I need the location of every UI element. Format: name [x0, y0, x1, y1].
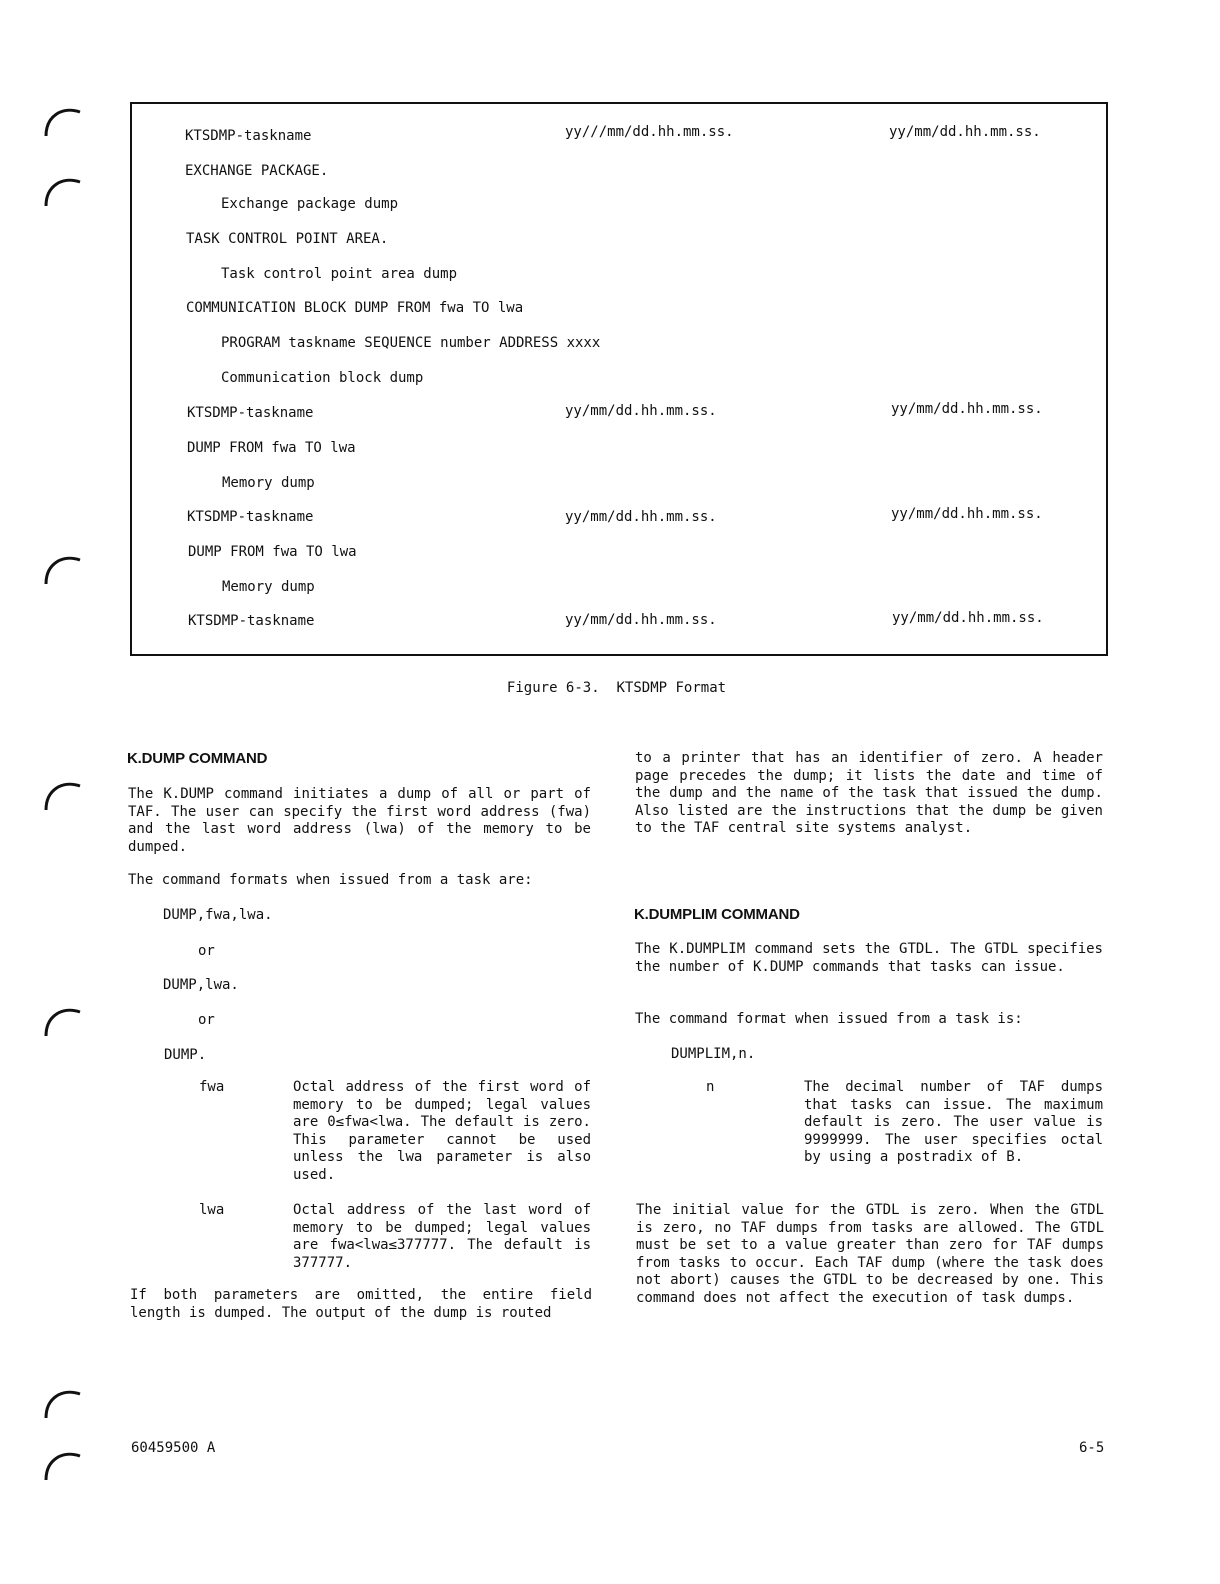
figure-line: COMMUNICATION BLOCK DUMP FROM fwa TO lwa — [186, 300, 524, 316]
param-fwa-name: fwa — [199, 1079, 225, 1095]
figure-line: KTSDMP-taskname — [188, 613, 315, 629]
figure-timestamp: yy/mm/dd.hh.mm.ss. — [892, 610, 1044, 626]
figure-timestamp: yy/mm/dd.hh.mm.ss. — [891, 401, 1043, 417]
formats-lead: The command formats when issued from a task are: — [128, 872, 533, 888]
figure-line: KTSDMP-taskname — [187, 509, 314, 525]
figure-timestamp: yy///mm/dd.hh.mm.ss. — [565, 124, 734, 140]
k-dumplim-closing — [636, 1202, 1104, 1307]
figure-line: EXCHANGE PACKAGE. — [185, 163, 329, 179]
figure-timestamp: yy/mm/dd.hh.mm.ss. — [565, 509, 717, 525]
k-dump-continuation — [635, 750, 1103, 838]
figure-line: Memory dump — [222, 579, 315, 595]
paragraph: The K.DUMPLIM command sets the GTDL. The GTDL specifies the number of K.DUMP commands that tasks can issue. — [635, 941, 1103, 975]
figure-line: KTSDMP-taskname — [187, 405, 314, 421]
document-number: 60459500 A — [131, 1440, 216, 1456]
or-text: or — [198, 1012, 215, 1028]
binder-hole-mark — [42, 1000, 82, 1040]
paragraph: If both parameters are omitted, the entire field length is dumped. The output of the dump is routed — [130, 1287, 592, 1321]
param-n-description: The decimal number of TAF dumps that tasks can issue. The maximum default is zero. The user value is 9999999. The user specifies octal by using a postradix of B. — [804, 1079, 1103, 1165]
binder-hole-mark — [42, 1444, 82, 1484]
paragraph: The K.DUMP command initiates a dump of all or part of TAF. The user can specify the first word address (fwa) and the last word address (lwa) of the memory to be dumped. — [128, 786, 591, 855]
figure-line: Memory dump — [222, 475, 315, 491]
figure-line: DUMP FROM fwa TO lwa — [187, 440, 356, 456]
figure-line: TASK CONTROL POINT AREA. — [186, 231, 389, 247]
k-dumplim-heading: K.DUMPLIM COMMAND — [634, 906, 800, 923]
figure-line: DUMP FROM fwa TO lwa — [188, 544, 357, 560]
k-dumplim-intro — [635, 941, 1103, 976]
command-format: DUMPLIM,n. — [671, 1046, 756, 1062]
k-dump-closing — [130, 1287, 592, 1322]
figure-line: PROGRAM taskname SEQUENCE number ADDRESS xxxx — [221, 335, 601, 351]
figure-timestamp: yy/mm/dd.hh.mm.ss. — [565, 612, 717, 628]
page-number: 6-5 — [1079, 1440, 1105, 1456]
figure-ktsdmp-format — [130, 102, 1108, 656]
param-n-name: n — [706, 1079, 715, 1095]
k-dump-heading: K.DUMP COMMAND — [127, 750, 268, 767]
paragraph: to a printer that has an identifier of zero. A header page precedes the dump; it lists the date and time of the dump and the name of the task that issued the dump. Also listed are the instructions that the dump be given to the TAF central site systems analyst. — [635, 750, 1103, 836]
figure-line: Exchange package dump — [221, 196, 399, 212]
binder-hole-mark — [42, 100, 82, 140]
figure-timestamp: yy/mm/dd.hh.mm.ss. — [565, 403, 717, 419]
or-text: or — [198, 943, 215, 959]
param-fwa-description: Octal address of the first word of memory to be dumped; legal values are 0≤fwa<lwa. The default is zero. This parameter cannot be used unless the lwa parameter is also used. — [293, 1079, 591, 1183]
command-format: DUMP,lwa. — [163, 977, 239, 993]
binder-hole-mark — [42, 1382, 82, 1422]
figure-line: Task control point area dump — [221, 266, 458, 282]
param-lwa-description: Octal address of the last word of memory to be dumped; legal values are fwa<lwa≤377777. The default is 377777. — [293, 1202, 591, 1271]
param-lwa-name: lwa — [199, 1202, 225, 1218]
format-lead: The command format when issued from a task is: — [635, 1011, 1023, 1027]
binder-hole-mark — [42, 548, 82, 588]
figure-line: KTSDMP-taskname — [185, 128, 312, 144]
command-format: DUMP. — [164, 1047, 207, 1063]
k-dump-intro — [128, 786, 591, 856]
figure-caption: Figure 6-3. KTSDMP Format — [506, 680, 727, 696]
figure-line: Communication block dump — [221, 370, 424, 386]
binder-hole-mark — [42, 170, 82, 210]
paragraph: The initial value for the GTDL is zero. When the GTDL is zero, no TAF dumps from tasks are allowed. The GTDL must be set to a value greater than zero for TAF dumps from tasks to occur. Each TAF dump (where the task does not abort) causes the GTDL to be decreased by one. This command does not affect the execution of task dumps. — [636, 1202, 1104, 1306]
figure-timestamp: yy/mm/dd.hh.mm.ss. — [891, 506, 1043, 522]
binder-hole-mark — [42, 774, 82, 814]
figure-timestamp: yy/mm/dd.hh.mm.ss. — [889, 124, 1041, 140]
command-format: DUMP,fwa,lwa. — [163, 907, 273, 923]
